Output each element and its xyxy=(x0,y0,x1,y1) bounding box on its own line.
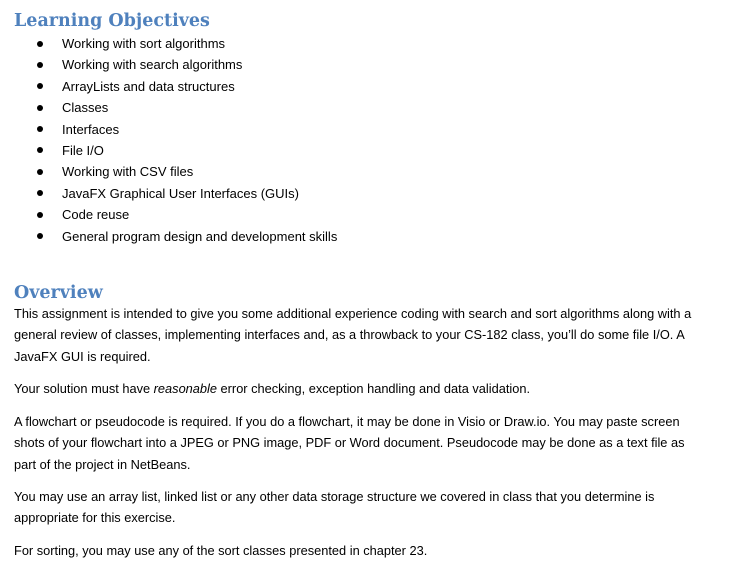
learning-objectives-heading: Learning Objectives xyxy=(14,11,210,31)
bullet-icon xyxy=(37,212,43,218)
overview-paragraph-intro: This assignment is intended to give you some additional experience coding with search and sort algorithms along with a general review of classes, implementing interfaces and, as a throwback to your CS-182 class, you’ll do some file I/O. A JavaFX GUI is required. xyxy=(14,306,692,364)
bullet-icon xyxy=(37,190,43,196)
bullet-icon xyxy=(37,126,43,132)
overview-paragraph-data-structure: You may use an array list, linked list or any other data storage structure we covered in class that you determine is appropriate for this exercise. xyxy=(14,489,655,526)
bullet-icon xyxy=(37,169,43,175)
bullet-icon xyxy=(37,233,43,239)
bullet-icon xyxy=(37,147,43,153)
overview-paragraph-sorting: For sorting, you may use any of the sort classes presented in chapter 23. xyxy=(14,543,428,558)
bullet-icon xyxy=(37,105,43,111)
bullet-icon xyxy=(37,62,43,68)
overview-heading: Overview xyxy=(14,283,103,303)
bullet-icon xyxy=(37,41,43,47)
overview-paragraph-flowchart: A flowchart or pseudocode is required. If you do a flowchart, it may be done in Visio or Draw.io. You may paste screen shots of your flowchart into a JPEG or PNG image, PDF or Word document. Pseudocode may be done as a text file as part of the project in NetBeans. xyxy=(14,414,685,472)
bullet-icon xyxy=(37,83,43,89)
overview-paragraph-error-checking: Your solution must have reasonable error checking, exception handling and data validation. xyxy=(14,381,531,396)
document-page: Learning Objectives Working with sort algorithms Working with search algorithms ArrayLists and data structures Classes Interfaces File I/O Working with CSV files JavaFX Graphical User Interfaces (GUIs) Code reuse General program design and development skills Overview This assignment is intended to give you some additional experience coding with search and sort algorithms along with a general review of classes, implementing interfaces and, as a throwback to your CS-182 class, you’ll do some file I/O. A JavaFX GUI is required. Your solution must have reasonable error checking, exception handling and data validation. A flowchart or pseudocode is required. If you do a flowchart, it may be done in Visio or Draw.io. You may paste screen shots of your flowchart into a JPEG or PNG image, PDF or Word document. Pseudocode may be done as a text file as part of the project in NetBeans. You may use an array list, linked list or any other data storage structure we covered in class that you determine is appropriate for this exercise. For sorting, you may use any of the sort classes presented in chapter 23. xyxy=(0,0,742,586)
